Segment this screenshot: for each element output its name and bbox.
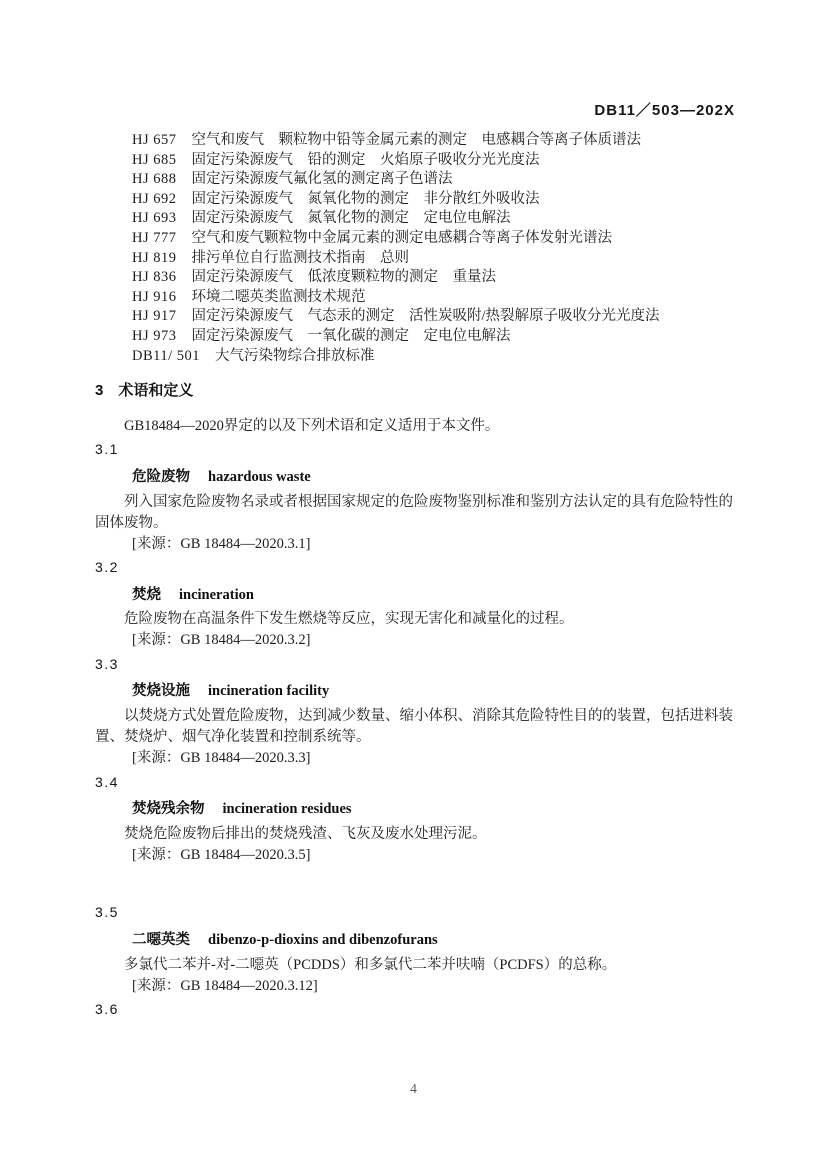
term-block-3-2 (95, 558, 739, 651)
term-source: [来源：GB 18484—2020.3.3] (132, 750, 311, 767)
page-content (95, 131, 739, 1020)
term-name-en: incineration residues (222, 801, 352, 818)
term-heading (95, 931, 739, 951)
term-name-en: hazardous waste (208, 468, 311, 485)
reference-code: HJ 685 (132, 151, 177, 168)
reference-code: HJ 777 (132, 229, 177, 246)
reference-item (95, 307, 739, 327)
reference-title: 排污单位自行监测技术指南 总则 (191, 249, 409, 266)
term-name-zh: 焚烧残余物 (132, 801, 205, 818)
reference-code: HJ 657 (132, 132, 177, 148)
reference-item (95, 249, 739, 269)
reference-code: HJ 688 (132, 171, 177, 188)
term-heading (95, 800, 739, 820)
reference-item (95, 347, 739, 367)
term-block-3-4 (95, 773, 739, 866)
reference-item (95, 170, 739, 190)
reference-title: 环境二噁英类监测技术规范 (191, 288, 366, 305)
term-definition: 危险废物在高温条件下发生燃烧等反应，实现无害化和减量化的过程。 (124, 611, 574, 628)
term-name-en: incineration facility (208, 683, 330, 700)
reference-item (95, 151, 739, 171)
term-number: 3.5 (95, 904, 119, 921)
reference-title: 固定污染源废气氟化氢的测定离子色谱法 (191, 171, 453, 188)
term-number: 3.6 (95, 1001, 119, 1018)
reference-code: HJ 692 (132, 190, 177, 207)
term-heading (95, 682, 739, 702)
reference-title: 固定污染源废气 气态汞的测定 活性炭吸附/热裂解原子吸收分光光度法 (191, 308, 660, 325)
term-definition: 多氯代二苯并-对-二噁英（PCDDS）和多氯代二苯并呋喃（PCDFS）的总称。 (124, 956, 617, 973)
term-heading (95, 468, 739, 488)
reference-code: HJ 973 (132, 327, 177, 344)
reference-code: HJ 917 (132, 308, 177, 325)
reference-item (95, 268, 739, 288)
reference-title: 空气和废气 颗粒物中铅等金属元素的测定 电感耦合等离子体质谱法 (191, 132, 641, 148)
reference-title: 大气污染物综合排放标准 (215, 347, 375, 364)
term-heading (95, 586, 739, 606)
term-block-3-6 (95, 1000, 739, 1020)
section-number: 3 (95, 382, 104, 400)
normative-references-list (95, 131, 739, 366)
term-block-3-3 (95, 655, 739, 769)
reference-item (95, 327, 739, 347)
term-number: 3.2 (95, 559, 119, 576)
reference-code: HJ 836 (132, 269, 177, 286)
reference-title: 空气和废气颗粒物中金属元素的测定电感耦合等离子体发射光谱法 (191, 229, 612, 246)
term-number: 3.4 (95, 773, 119, 790)
reference-item (95, 190, 739, 210)
doc-number-header: DB11／503—202X (594, 102, 735, 119)
reference-item (95, 131, 739, 151)
reference-code: HJ 693 (132, 210, 177, 227)
term-number: 3.1 (95, 441, 119, 458)
term-block-3-1 (95, 440, 739, 554)
reference-title: 固定污染源废气 氮氧化物的测定 定电位电解法 (191, 210, 511, 227)
term-name-en: incineration (179, 586, 254, 603)
reference-item (95, 229, 739, 249)
reference-item (95, 209, 739, 229)
reference-code: HJ 916 (132, 288, 177, 305)
term-name-zh: 二噁英类 (132, 932, 190, 949)
term-source: [来源：GB 18484—2020.3.5] (132, 846, 311, 863)
term-source: [来源：GB 18484—2020.3.1] (132, 535, 311, 552)
reference-title: 固定污染源废气 铅的测定 火焰原子吸收分光光度法 (191, 151, 540, 168)
term-name-zh: 危险废物 (132, 468, 190, 485)
reference-title: 固定污染源废气 氮氧化物的测定 非分散红外吸收法 (191, 190, 540, 207)
term-block-3-5 (95, 903, 739, 996)
term-name-zh: 焚烧设施 (132, 683, 190, 700)
page-number: 4 (410, 1081, 417, 1096)
reference-title: 固定污染源废气 一氧化碳的测定 定电位电解法 (191, 327, 511, 344)
term-name-en: dibenzo-p-dioxins and dibenzofurans (208, 932, 438, 949)
term-name-zh: 焚烧 (132, 586, 161, 603)
reference-code: HJ 819 (132, 249, 177, 266)
term-definition: 以焚烧方式处置危险废物，达到减少数量、缩小体积、消除其危险特性目的的装置，包括进料装置、焚烧炉、烟气净化装置和控制系统等。 (95, 708, 733, 746)
reference-title: 固定污染源废气 低浓度颗粒物的测定 重量法 (191, 269, 496, 286)
term-source: [来源：GB 18484—2020.3.12] (132, 977, 318, 994)
reference-item (95, 288, 739, 308)
section-3-heading (95, 381, 739, 401)
section-3-intro: GB18484—2020界定的以及下列术语和定义适用于本文件。 (124, 417, 500, 434)
term-definition: 焚烧危险废物后排出的焚烧残渣、飞灰及废水处理污泥。 (124, 825, 487, 842)
term-number: 3.3 (95, 655, 119, 672)
reference-code: DB11/ 501 (132, 347, 201, 364)
term-definition: 列入国家危险废物名录或者根据国家规定的危险废物鉴别标准和鉴别方法认定的具有危险特性的固体废物。 (95, 493, 733, 531)
section-title: 术语和定义 (118, 382, 194, 400)
term-source: [来源：GB 18484—2020.3.2] (132, 632, 311, 649)
